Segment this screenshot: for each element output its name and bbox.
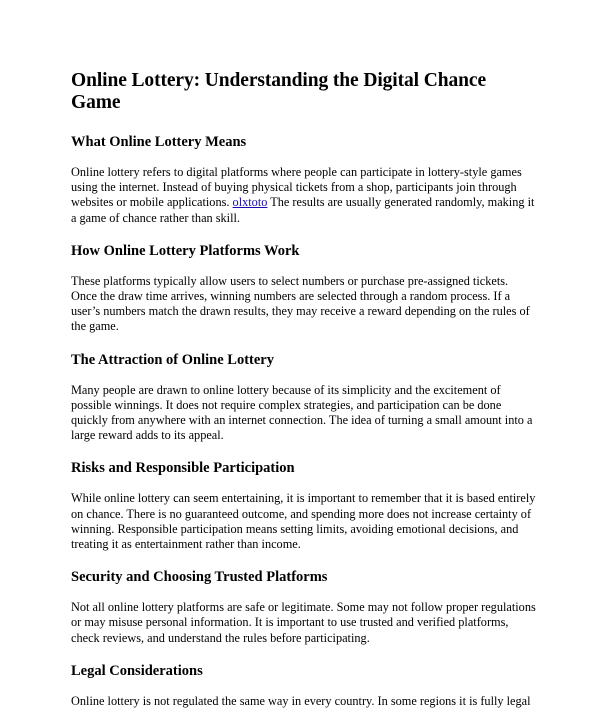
section-heading: Legal Considerations bbox=[71, 662, 203, 679]
section-heading: How Online Lottery Platforms Work bbox=[71, 242, 300, 259]
section-paragraph: These platforms typically allow users to select numbers or purchase pre-assigned tickets. Once the draw time arrives, winning numbers are selected through a random process. If a user’s numbers match the drawn results, they may receive a reward depending on the rules of the game. bbox=[71, 273, 530, 334]
section-risks bbox=[71, 459, 536, 552]
section-heading: Risks and Responsible Participation bbox=[71, 460, 295, 477]
paragraph-text-before-link: Online lottery refers to digital platforms where people can participate in lottery-style games using the internet. Instead of buying physical tickets from a shop, participants join through websites or mobile applications. bbox=[71, 165, 522, 210]
section-paragraph bbox=[71, 165, 536, 226]
section-paragraph: While online lottery can seem entertaining, it is important to remember that it is based entirely on chance. There is no guaranteed outcome, and spending more does not increase certainty of winning. Responsible participation means setting limits, avoiding emotional decisions, and treating it as entertainment rather than income. bbox=[71, 491, 536, 552]
article-body bbox=[71, 70, 536, 725]
page-title: Online Lottery: Understanding the Digital Chance Game bbox=[71, 70, 486, 113]
section-heading: Security and Choosing Trusted Platforms bbox=[71, 569, 328, 586]
section-paragraph: Many people are drawn to online lottery because of its simplicity and the excitement of possible winnings. It does not require complex strategies, and participation can be done quickly from anywhere with an internet connection. The idea of turning a small amount into a large reward adds to its appeal. bbox=[71, 382, 533, 443]
olxtoto-link[interactable]: olxtoto bbox=[232, 195, 268, 210]
section-security bbox=[71, 568, 536, 646]
paragraph-text-after-link: The results are usually generated randomly, making it a game of chance rather than skill. bbox=[71, 195, 535, 225]
section-heading: What Online Lottery Means bbox=[71, 134, 247, 150]
section-heading: The Attraction of Online Lottery bbox=[71, 351, 274, 368]
section-paragraph: Not all online lottery platforms are safe or legitimate. Some may not follow proper regulations or may misuse personal information. It is important to use trusted and verified platforms, check reviews, and understand the rules before participating. bbox=[71, 600, 536, 645]
section-how-platforms-work bbox=[71, 242, 536, 335]
section-what-online-lottery-means bbox=[71, 133, 536, 226]
section-paragraph: Online lottery is not regulated the same way in every country. In some regions it is fully legal bbox=[71, 693, 531, 708]
section-attraction bbox=[71, 351, 536, 444]
section-legal bbox=[71, 662, 536, 709]
